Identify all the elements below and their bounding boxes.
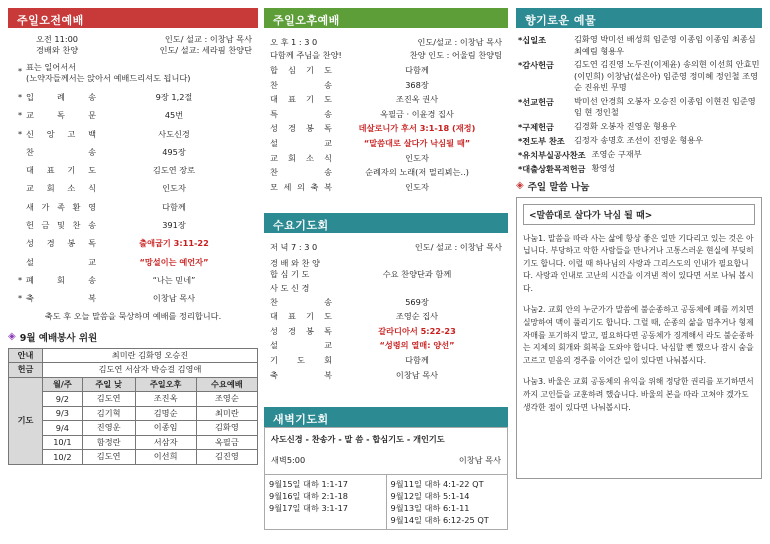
offering-label: 헌금 (9, 363, 43, 378)
order-label: 모 세 의 축 복 (270, 181, 332, 192)
order-item (270, 137, 502, 149)
order-item (14, 237, 252, 249)
order-label: 대 표 기 도 (270, 94, 332, 105)
offering-names: 김도연 서삼자 박승걸 김영애 (43, 363, 258, 378)
order-value: 인도자 (405, 181, 429, 192)
order-item: * 축 복 이창남 목사 (14, 292, 252, 304)
order-item (14, 201, 252, 213)
order-value: 조진옥 권사 (395, 94, 439, 105)
duty-table (8, 348, 258, 465)
offering-list (516, 28, 762, 175)
offering-item: *선교헌금 박미선 안경희 오봉자 오승진 이종임 이현진 임준영 임 현 정인철 (518, 95, 756, 117)
order-label: 합 심 기 도 (270, 65, 332, 75)
order-value: “나는 믿네” (152, 274, 196, 285)
order-item (270, 181, 502, 193)
order-label: 교 독 문 (26, 110, 96, 121)
order-item (270, 354, 502, 366)
offering-item: *십일조 김화영 박미선 배성희 임준영 이종임 이종임 최종심 최예림 형용우 (518, 34, 756, 56)
order-item: * 신 앙 고 백 사도신경 (14, 128, 252, 140)
order-label: 축 복 (26, 293, 96, 304)
wed-line3-label: 합 심 기 도 (270, 269, 310, 279)
qt-item: 9월11일 대하 4:1-22 QT (390, 479, 484, 489)
pm-praise: 다함께 주님을 찬양! (270, 50, 342, 60)
am-order-list (14, 91, 252, 304)
order-item (14, 256, 252, 268)
am-hymn-leader: 인도/ 설교: 세라핌 찬양단 (159, 45, 252, 55)
table-row: 10/2 김도연 이선희 김진영 (9, 450, 258, 465)
qt-item: 9월12일 대하 5:1-14 (390, 491, 470, 501)
offering-item: *전도부 찬조 김정자 송명호 조선이 진영운 형용우 (518, 134, 704, 146)
order-label: 새 가 족 환 영 (26, 201, 96, 212)
diamond-icon: ◈ (8, 331, 16, 343)
order-value: 옥필금 · 이윤경 집사 (380, 108, 454, 119)
table-row: 9/4 진영운 이종임 김화영 (9, 421, 258, 436)
qt-left (265, 475, 386, 529)
order-label: 설 교 (270, 340, 332, 351)
offering-item: *대출상환목적헌금 황영성 (518, 162, 616, 174)
col-header: 주일 낮 (82, 377, 135, 392)
order-value: 다함께 (405, 354, 429, 365)
order-item (270, 325, 502, 337)
dawn-header: 새벽기도회 (264, 407, 508, 427)
dawn-leader: 이창남 목사 (458, 455, 501, 465)
offering-item: *감사헌금 김도연 김진영 노두진(이제윤) 송의현 이선희 안효민(이민희) 이창남(설은아) 임준영 정미혜 정인철 조영순 진유빈 무명 (518, 59, 760, 92)
order-item (270, 339, 502, 351)
prayer-label: 기도 (9, 377, 43, 464)
order-label: 기 도 회 (270, 354, 332, 365)
order-value: 368장 (405, 79, 429, 90)
guide-label: 안내 (9, 348, 43, 363)
order-value: 데살로니가 후서 3:1-18 (재정) (358, 123, 476, 134)
pm-leader: 인도/설교 : 이창남 목사 (417, 37, 502, 47)
order-label: 설 교 (26, 256, 96, 267)
order-label: 대 표 기 도 (26, 165, 96, 176)
order-item (14, 146, 252, 158)
am-closing: 축도 후 오늘 말씀을 묵상하며 예배를 정리합니다. (44, 310, 222, 321)
col-header: 주일오후 (135, 377, 196, 392)
wednesday-header: 수요기도회 (264, 213, 508, 233)
pm-order-list (270, 64, 502, 193)
order-label: 폐 회 송 (26, 274, 96, 285)
qt-item: 9월14일 대하 6:12-25 QT (390, 515, 489, 525)
order-label: 헌 금 및 찬 송 (26, 220, 96, 231)
order-item (270, 93, 502, 105)
order-label: 대 표 기 도 (270, 311, 332, 322)
order-value: 사도신경 (158, 128, 190, 139)
order-label: 찬 송 (270, 79, 332, 90)
order-value: 569장 (405, 296, 429, 307)
order-item (270, 79, 502, 91)
table-row: 9/3 김기혁 김명순 최미란 (9, 406, 258, 421)
order-label: 특 송 (270, 108, 332, 119)
order-label: 교 회 소 식 (270, 152, 332, 163)
order-label: 성 경 봉 독 (270, 325, 332, 336)
order-label: 교 회 소 식 (26, 183, 96, 194)
am-hymn: 경배와 찬양 (36, 45, 79, 55)
table-row (9, 363, 258, 378)
diamond-icon: ◈ (516, 180, 524, 191)
order-value: 다함께 (405, 65, 429, 75)
sunday-am-column (8, 8, 258, 465)
order-label: 찬 송 (270, 167, 332, 178)
wed-leader: 인도/ 설교 : 이창남 목사 (414, 242, 502, 252)
wed-time: 저 녁 7 : 3 0 (270, 242, 318, 252)
order-label: 신 앙 고 백 (26, 128, 96, 139)
am-hymn-line (14, 45, 252, 56)
sermon-paragraph: 나눔2. 교회 안의 누군가가 말씀에 불순종하고 공동체에 폐를 끼치면 실망하여 맥이 풀리기도 합니다. 그럴 때, 순종의 삶을 멈추거나 형제자매를 포기하지 말고, 필요하다면 공동체가 징계해서 라도 불순종하는 지체의 회개와 회복을 도와야 합니다. 낙심할 뻔 했으나 잠시 숨을 고르고 믿음의 경주를 이어간 일이 있다면 나눠봅시다. (523, 305, 754, 365)
order-item: * 교 독 문 45번 (14, 109, 252, 121)
qt-schedule (265, 474, 507, 529)
order-value: 갈라디아서 5:22-23 (378, 325, 456, 336)
order-item (270, 152, 502, 164)
wed-order-list (270, 296, 502, 381)
am-time: 오전 11:00 (36, 34, 79, 44)
order-value: 45번 (164, 110, 184, 121)
wed-line2: 경 배 와 찬 양 (270, 258, 320, 268)
order-value: 인도자 (405, 152, 429, 163)
order-label: 설 교 (270, 137, 332, 148)
order-label: 찬 송 (26, 146, 96, 157)
table-row (9, 377, 258, 392)
dawn-time: 새벽5:00 (271, 455, 306, 465)
sermon-paragraph: 나눔1. 말씀을 따라 사는 삶에 항상 좋은 일만 기다리고 있는 것은 아닙니다. 부당하고 악한 사람들을 만나거나 고통스러운 현실에 부딪히기도 합니다. 이럴 때 하나님의 사랑과 그리스도의 인내가 필요합니다. 사랑과 인내로 고난의 시간을 이겨낸 적이 있다면 서로 나눠 봅시다. (523, 233, 754, 293)
order-value: 출애굽기 3:11-22 (139, 238, 209, 249)
order-label: 축 복 (270, 369, 332, 380)
order-label: 찬 송 (270, 296, 332, 307)
order-item (270, 296, 502, 308)
table-row (9, 348, 258, 363)
order-item (270, 122, 502, 134)
order-item (270, 166, 502, 178)
qt-item: 9월16일 대하 2:1-18 (269, 491, 349, 501)
order-value: 다함께 (162, 201, 186, 212)
qt-item: 9월17일 대하 3:1-17 (269, 503, 349, 513)
order-item (14, 219, 252, 231)
order-item: * 폐 회 송 “나는 믿네” (14, 274, 252, 286)
order-item (14, 182, 252, 194)
sermon-section-title: ◈ 주일 말씀 나눔 (516, 180, 590, 193)
order-label: 성 경 봉 독 (270, 123, 332, 134)
order-item (270, 64, 502, 76)
qt-item: 9월13일 대하 6:1-11 (390, 503, 470, 513)
order-value: 인도자 (162, 183, 186, 194)
offering-item: *유치부실공사찬조 조영순 구재부 (518, 148, 642, 160)
pm-time: 오 후 1 : 3 0 (270, 37, 318, 47)
col-header: 월/주 (43, 377, 83, 392)
order-value: “성령의 열매: 양선” (379, 340, 455, 351)
order-item (270, 108, 502, 120)
am-note-1: 표는 일어서서 (26, 62, 77, 72)
am-time-line (14, 34, 252, 45)
wed-line4: 사 도 신 경 (270, 282, 310, 293)
offering-header: 향기로운 예물 (516, 8, 762, 28)
order-value: 이창남 목사 (152, 293, 196, 304)
sermon-paragraph: 나눔3. 바울은 교회 공동체의 유익을 위해 정당한 권리를 포기하면서 까지 고인들을 교훈하려 했습니다. 바울의 본을 따라 고쳐야 겠가도 생각한 점이 있다면 나눠봅시다. (523, 377, 754, 412)
pm-column (264, 8, 508, 530)
table-row: 9/2 김도연 조진옥 조영순 (9, 392, 258, 407)
table-row: 10/1 함정란 서삼자 옥필금 (9, 435, 258, 450)
am-note-2: (노약자들께서는 앉아서 예배드리셔도 됩니다) (26, 73, 191, 83)
order-value: 391장 (162, 220, 186, 231)
order-value: 김도연 장로 (152, 165, 196, 176)
order-value: 이창남 목사 (395, 369, 439, 380)
qt-item: 9월15일 대하 1:1-17 (269, 479, 349, 489)
offering-item: *구제헌금 김경화 오봉자 진영운 형용우 (518, 120, 677, 132)
am-leader: 인도/ 설교 : 이창남 목사 (164, 34, 252, 44)
pm-praise-leader: 찬양 인도 : 어울림 찬양팀 (409, 50, 502, 60)
order-value: 조영순 집사 (395, 311, 439, 322)
order-item (270, 369, 502, 381)
order-label: 성 경 봉 독 (26, 238, 96, 249)
order-item (14, 164, 252, 176)
order-value: 순례자의 노래(저 멀리뵈는..) (365, 167, 469, 178)
order-value: 495장 (162, 146, 186, 157)
dawn-box (264, 427, 508, 530)
qt-right (386, 475, 508, 529)
sermon-title: <말씀대로 살다가 낙심 될 때> (523, 204, 755, 225)
sunday-pm-header: 주일오후예배 (264, 8, 508, 28)
order-label: 입 례 송 (26, 92, 96, 102)
order-value: “말씀대로 살다가 낙심될 때” (363, 137, 471, 148)
order-value: “망설이는 예언자” (139, 256, 209, 267)
am-note: * 표는 일어서서 (노약자들께서는 앉아서 예배드리셔도 됩니다) (17, 62, 191, 83)
sunday-am-header: 주일오전예배 (8, 8, 258, 28)
guide-names: 최미란 김화영 오승진 (43, 348, 258, 363)
dawn-order: 사도신경 - 찬송가 - 말 씀 - 합심기도 - 개인기도 (271, 434, 445, 444)
order-value: 9장 1,2절 (155, 92, 193, 102)
col-header: 수요예배 (196, 377, 257, 392)
sermon-box (516, 197, 762, 479)
offering-column (516, 8, 762, 479)
duty-title: ◈ 9월 예배봉사 위원 (8, 331, 98, 344)
order-item: * 입 례 송 9장 1,2절 (14, 91, 252, 103)
wed-line3-value: 수요 찬양단과 함께 (382, 269, 452, 279)
order-item (270, 310, 502, 322)
